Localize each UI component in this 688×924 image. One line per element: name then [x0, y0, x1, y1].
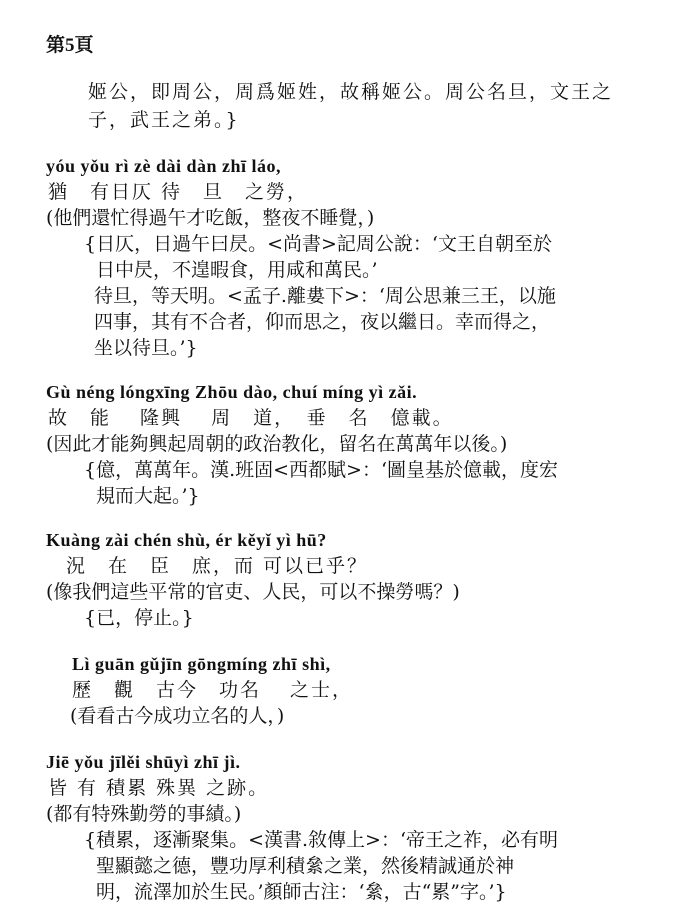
note-line: {已，停止。}	[84, 607, 194, 629]
note-line: {億，萬萬年。漢.班固<西都賦>：‘圖皇基於億載，度宏	[84, 459, 559, 481]
text-line: 姬公，即周公，周爲姬姓，故稱姬公。周公名旦，文王之	[88, 81, 614, 103]
pinyin-line: Lì guān gǔjīn gōngmíng zhī shì,	[72, 654, 331, 674]
translation-line: (像我們這些平常的官吏、人民，可以不操勞嗎？)	[46, 581, 460, 603]
note-line: 坐以待旦。’}	[94, 337, 198, 359]
note-line: 明，流澤加於生民。’顏師古注：‘絫，古“累”字。’}	[96, 881, 507, 903]
translation-line: (因此才能夠興起周朝的政治教化，留名在萬萬年以後。)	[46, 433, 508, 455]
note-line: 待旦，等天明。<孟子.離婁下>：‘周公思兼三王，以施	[94, 285, 556, 307]
page-header: 第5頁	[46, 35, 94, 56]
pinyin-line: Jiē yǒu jīlěi shūyì zhī jì.	[46, 752, 241, 772]
translation-line: (他們還忙得過午才吃飯，整夜不睡覺，)	[46, 207, 375, 229]
hanzi-line: 猶 有日仄 待 旦 之勞，	[48, 181, 309, 203]
note-line: {積累，逐漸聚集。<漢書.敘傳上>：‘帝王之祚，必有明	[84, 829, 559, 851]
note-line: {日仄，日過午曰昃。<尚書>記周公說：‘文王自朝至於	[84, 233, 552, 255]
pinyin-line: yóu yǒu rì zè dài dàn zhī láo,	[46, 156, 282, 176]
note-line: 規而大起。’}	[96, 485, 200, 507]
pinyin-line: Kuàng zài chén shù, ér kěyǐ yì hū?	[46, 530, 327, 550]
text-line: 子，武王之弟。}	[88, 109, 240, 131]
pinyin-line: Gù néng lóngxīng Zhōu dào, chuí míng yì zǎi.	[46, 382, 418, 402]
translation-line: (看看古今成功立名的人，)	[70, 705, 285, 727]
translation-line: (都有特殊勤勞的事績。)	[46, 803, 242, 825]
hanzi-line: 況 在 臣 庶，而 可以已乎？	[66, 555, 369, 577]
hanzi-line: 歷 觀 古今 功名 之士，	[72, 679, 354, 701]
note-line: 四事，其有不合者，仰而思之，夜以繼日。幸而得之，	[94, 311, 551, 333]
note-line: 日中昃，不遑暇食，用咸和萬民。’	[96, 259, 378, 281]
note-line: 聖顯懿之德，豐功厚利積絫之業，然後精誠通於神	[96, 855, 515, 877]
hanzi-line: 故 能 隆興 周 道， 垂 名 億載。	[48, 407, 454, 429]
hanzi-line: 皆 有 積累 殊異 之跡。	[48, 777, 270, 799]
